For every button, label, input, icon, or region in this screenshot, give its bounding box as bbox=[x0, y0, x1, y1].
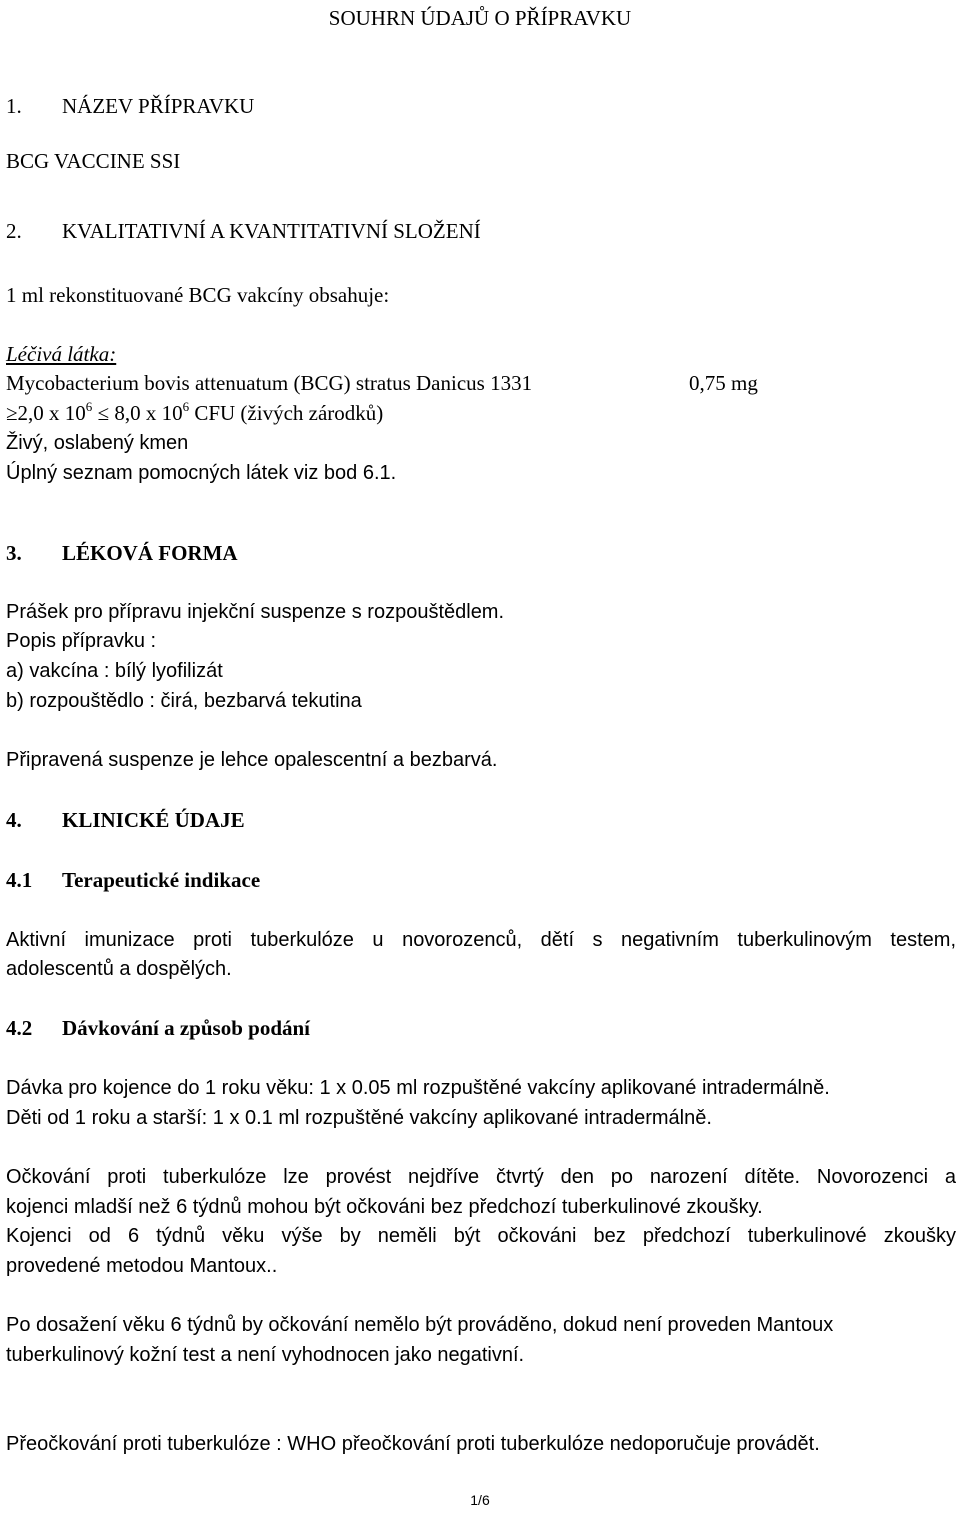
description-label: Popis přípravku : bbox=[6, 630, 157, 652]
live-strain: Živý, oslabený kmen bbox=[6, 432, 189, 454]
dose-line: Děti od 1 roku a starší: 1 x 0.1 ml rozpuštěné vakcíny aplikované intradermálně. bbox=[6, 1107, 712, 1129]
cfu-upper: 8,0 x 10 bbox=[114, 401, 183, 425]
page-number: 1/6 bbox=[470, 1492, 490, 1508]
section-number: 4.2 bbox=[6, 1016, 33, 1040]
exponent: 6 bbox=[182, 399, 190, 414]
less-equal-sign: ≤ bbox=[97, 401, 110, 425]
section-number: 4.1 bbox=[6, 868, 33, 892]
vaccination-paragraph: Kojenci od 6 týdnů věku výše by neměli být očkováni bez předchozí tuberkulinové zkoušky bbox=[6, 1225, 956, 1247]
dosage-form-line: Prášek pro přípravu injekční suspenze s rozpouštědlem. bbox=[6, 601, 505, 623]
excipients-reference: Úplný seznam pomocných látek viz bod 6.1. bbox=[6, 462, 397, 484]
description-item: b) rozpouštědlo : čirá, bezbarvá tekutina bbox=[6, 690, 362, 712]
active-substance-amount: 0,75 mg bbox=[689, 371, 758, 395]
vaccination-paragraph: kojenci mladší než 6 týdnů mohou být očkováni bez předchozí tuberkulinové zkoušky. bbox=[6, 1196, 763, 1218]
exponent: 6 bbox=[85, 399, 93, 414]
revaccination-paragraph: Přeočkování proti tuberkulóze : WHO přeočkování proti tuberkulóze nedoporučuje provádět. bbox=[6, 1433, 820, 1455]
section-title: NÁZEV PŘÍPRAVKU bbox=[62, 94, 255, 118]
document-title: SOUHRN ÚDAJŮ O PŘÍPRAVKU bbox=[328, 6, 632, 30]
cfu-range bbox=[6, 398, 383, 428]
composition-intro: 1 ml rekonstituované BCG vakcíny obsahuje: bbox=[6, 283, 390, 307]
dose-line: Dávka pro kojence do 1 roku věku: 1 x 0.05 ml rozpuštěné vakcíny aplikované intradermálně. bbox=[6, 1077, 830, 1099]
greater-equal-sign: ≥ bbox=[6, 401, 18, 425]
active-substance-line: Mycobacterium bovis attenuatum (BCG) stratus Danicus 1331 bbox=[6, 371, 533, 395]
section-number: 2. bbox=[6, 219, 22, 243]
section-title: LÉKOVÁ FORMA bbox=[62, 541, 238, 565]
cfu-lower: 2,0 x 10 bbox=[17, 401, 86, 425]
prepared-suspension-note: Připravená suspenze je lehce opalescentní a bezbarvá. bbox=[6, 749, 498, 771]
section-4-heading bbox=[6, 805, 245, 835]
section-4-1-heading bbox=[6, 865, 260, 895]
section-title: KLINICKÉ ÚDAJE bbox=[62, 808, 245, 832]
active-substance-label: Léčivá látka: bbox=[6, 342, 117, 366]
section-1-heading bbox=[6, 91, 254, 121]
section-2-heading bbox=[6, 216, 481, 246]
section-title: Dávkování a způsob podání bbox=[62, 1016, 311, 1040]
vaccination-paragraph: Očkování proti tuberkulóze lze provést nejdříve čtvrtý den po narození dítěte. Novorozenci a bbox=[6, 1166, 956, 1188]
product-name: BCG VACCINE SSI bbox=[6, 149, 181, 173]
section-number: 4. bbox=[6, 808, 22, 832]
section-4-2-heading bbox=[6, 1013, 310, 1043]
section-title: Terapeutické indikace bbox=[62, 868, 261, 892]
indication-text: Aktivní imunizace proti tuberkulóze u novorozenců, dětí s negativním tuberkulinovým testem, bbox=[6, 929, 956, 951]
description-item: a) vakcína : bílý lyofilizát bbox=[6, 660, 223, 682]
mantoux-paragraph: tuberkulinový kožní test a není vyhodnocen jako negativní. bbox=[6, 1344, 525, 1366]
cfu-unit: CFU (živých zárodků) bbox=[194, 401, 384, 425]
section-number: 1. bbox=[6, 94, 22, 118]
section-title: KVALITATIVNÍ A KVANTITATIVNÍ SLOŽENÍ bbox=[62, 219, 481, 243]
vaccination-paragraph: provedené metodou Mantoux.. bbox=[6, 1255, 278, 1277]
section-3-heading bbox=[6, 538, 238, 568]
mantoux-paragraph: Po dosažení věku 6 týdnů by očkování nemělo být prováděno, dokud není proveden Mantoux bbox=[6, 1314, 834, 1336]
section-number: 3. bbox=[6, 541, 22, 565]
indication-text: adolescentů a dospělých. bbox=[6, 958, 232, 980]
